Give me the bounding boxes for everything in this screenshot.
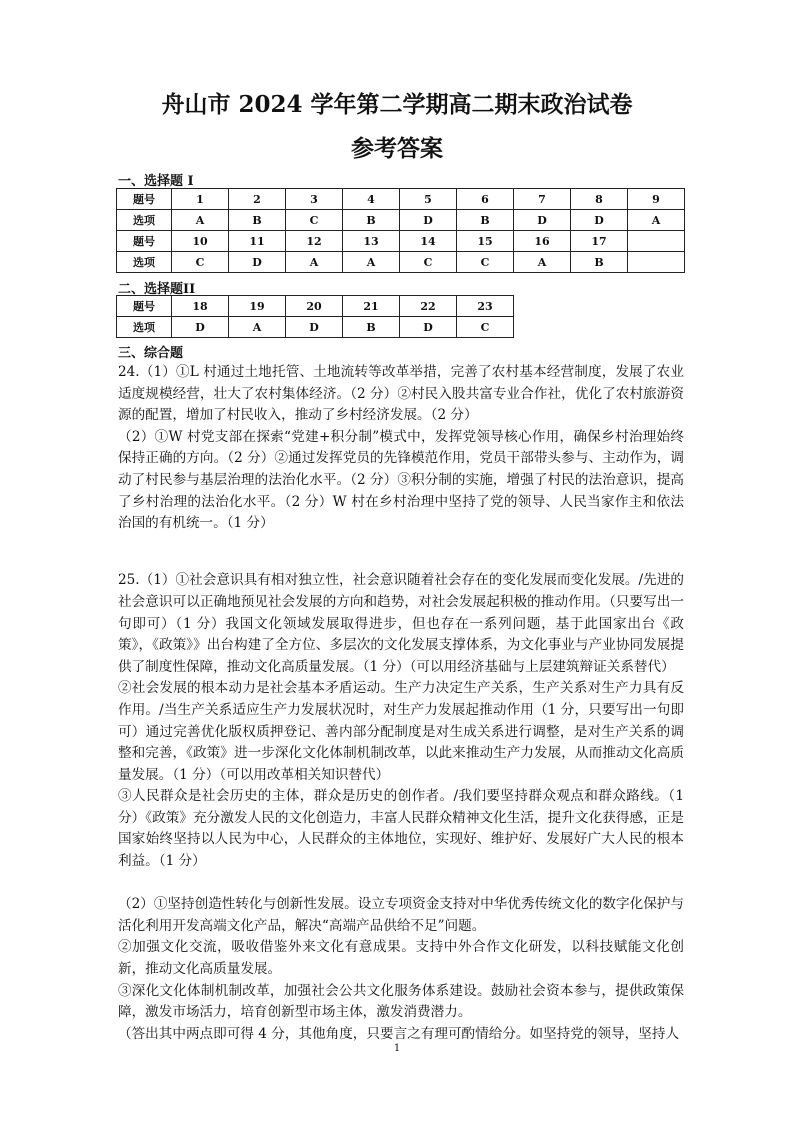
table-cell: 22 xyxy=(400,296,457,317)
paragraph: 25.（1）①社会意识具有相对独立性，社会意识随着社会存在的变化发展而变化发展。/先进的社会意识可以正确地预见社会发展的方向和趋势，对社会发展起积极的推动作用。（只要写出一句即可）（1 分）我国文化领域发展取得进步，但也存在一系列问题，基于此国家出台《政策》，《政策》》出台构建了全方位、多层次的文化发展支撑体系，为文化事业与产业协同发展提供了制度性保障，推动文化高质量发展。（1 分）（可以用经济基础与上层建筑辩证关系替代） xyxy=(118,572,684,675)
table-cell: D xyxy=(400,210,457,231)
table-cell: 16 xyxy=(514,231,571,252)
table-cell: 17 xyxy=(571,231,628,252)
table-cell: 3 xyxy=(286,189,343,210)
table-cell: 6 xyxy=(457,189,514,210)
table-cell: C xyxy=(172,252,229,273)
table-cell: 4 xyxy=(343,189,400,210)
row-label: 选项 xyxy=(117,252,172,273)
table-row xyxy=(117,231,685,252)
paragraph: （2）①坚持创造性转化与创新性发展。设立专项资金支持对中华优秀传统文化的数字化保护与活化利用开发高端文化产品，解决“高端产品供给不足”问题。 xyxy=(118,896,684,934)
table-cell: 11 xyxy=(229,231,286,252)
table-row xyxy=(117,210,685,231)
row-label: 题号 xyxy=(117,296,172,317)
table-cell: 8 xyxy=(571,189,628,210)
paragraph: ③人民群众是社会历史的主体，群众是历史的创作者。/我们要坚持群众观点和群众路线。（1 分）《政策》充分激发人民的文化创造力，丰富人民群众精神文化生活，提升文化获得感，正是国家始终坚持以人民为中心，人民群众的主体地位，实现好、维护好、发展好广大人民的根本利益。（1 分） xyxy=(118,788,684,870)
table-cell: D xyxy=(400,317,457,338)
table-cell: 15 xyxy=(457,231,514,252)
table-row xyxy=(117,296,514,317)
table-cell: 18 xyxy=(172,296,229,317)
section-heading-3: 三、综合题 xyxy=(118,346,184,361)
table-cell: D xyxy=(286,317,343,338)
table-cell: 5 xyxy=(400,189,457,210)
table-cell: 23 xyxy=(457,296,514,317)
table-cell xyxy=(628,231,685,252)
table-cell: D xyxy=(172,317,229,338)
table-cell: 12 xyxy=(286,231,343,252)
paragraph: ③深化文化体制机制改革，加强社会公共文化服务体系建设。鼓励社会资本参与，提供政策保障，激发市场活力，培育创新型市场主体，激发消费潜力。 xyxy=(118,982,684,1021)
table-cell: 14 xyxy=(400,231,457,252)
table-cell: B xyxy=(571,252,628,273)
table-cell: C xyxy=(457,317,514,338)
table-cell: A xyxy=(343,252,400,273)
document-title: 舟山市 2024 学年第二学期高二期末政治试卷 xyxy=(161,91,633,118)
row-label: 选项 xyxy=(117,317,172,338)
page-number: 1 xyxy=(393,1043,401,1054)
table-cell: 21 xyxy=(343,296,400,317)
table-cell: B xyxy=(229,210,286,231)
row-label: 选项 xyxy=(117,210,172,231)
table-cell: 2 xyxy=(229,189,286,210)
table-cell: A xyxy=(229,317,286,338)
table-cell: B xyxy=(457,210,514,231)
table-cell: 10 xyxy=(172,231,229,252)
table-cell: 19 xyxy=(229,296,286,317)
table-cell xyxy=(628,252,685,273)
row-label: 题号 xyxy=(117,231,172,252)
table-cell: D xyxy=(514,210,571,231)
table-cell: 1 xyxy=(172,189,229,210)
table-cell: C xyxy=(286,210,343,231)
table-row xyxy=(117,189,685,210)
table-row xyxy=(117,317,514,338)
document-subtitle: 参考答案 xyxy=(351,135,443,162)
table-cell: 13 xyxy=(343,231,400,252)
table-cell: C xyxy=(457,252,514,273)
answer-table-2 xyxy=(116,295,514,338)
section-heading-2: 二、选择题II xyxy=(118,282,196,297)
paragraph: （2）①W 村党支部在探索“党建+积分制”模式中，发挥党领导核心作用，确保乡村治理始终保持正确的方向。（2 分）②通过发挥党员的先锋模范作用，党员干部带头参与、主动作为，调动了村民参与基层治理的法治化水平。（2 分）③积分制的实施，增强了村民的法治意识，提高了乡村治理的法治化水平。（2 分）W 村在乡村治理中坚持了党的领导、人民当家作主和依法治国的有机统一。（1 分） xyxy=(118,428,684,532)
table-cell: 7 xyxy=(514,189,571,210)
table-cell: 20 xyxy=(286,296,343,317)
paragraph: ②加强文化交流，吸收借鉴外来文化有意成果。支持中外合作文化研发，以科技赋能文化创新，推动文化高质量发展。 xyxy=(118,939,684,978)
row-label: 题号 xyxy=(117,189,172,210)
table-cell: 9 xyxy=(628,189,685,210)
table-cell: A xyxy=(172,210,229,231)
table-cell: D xyxy=(229,252,286,273)
answer-table-1 xyxy=(116,188,685,273)
paragraph: （答出其中两点即可得 4 分，其他角度，只要言之有理可酌情给分。如坚持党的领导，坚持人 xyxy=(118,1025,680,1042)
paragraph: 24.（1）①L 村通过土地托管、土地流转等改革举措，完善了农村基本经营制度，发展了农业适度规模经营，壮大了农村集体经济。（2 分）②村民入股共富专业合作社，优化了农村旅游资源的配置，增加了村民收入，推动了乡村经济发展。（2 分） xyxy=(118,364,684,424)
table-cell: B xyxy=(343,210,400,231)
question-24-answer xyxy=(118,362,684,1045)
table-cell: D xyxy=(571,210,628,231)
table-cell: B xyxy=(343,317,400,338)
table-cell: A xyxy=(514,252,571,273)
table-cell: A xyxy=(286,252,343,273)
table-cell: A xyxy=(628,210,685,231)
table-row xyxy=(117,252,685,273)
table-cell: C xyxy=(400,252,457,273)
paragraph: ②社会发展的根本动力是社会基本矛盾运动。生产力决定生产关系，生产关系对生产力具有反作用。/当生产关系适应生产力发展状况时，对生产力发展起推动作用（1 分，只要写出一句即可）通过完善优化版权质押登记、善内部分配制度是对生成关系进行调整，是对生产关系的调整和完善，《政策》进一步深化文化体制机制改革，以此来推动生产力发展，从而推动文化高质量发展。（1 分）（可以用改革相关知识替代） xyxy=(118,680,684,783)
section-heading-1: 一、选择题 I xyxy=(118,174,194,189)
